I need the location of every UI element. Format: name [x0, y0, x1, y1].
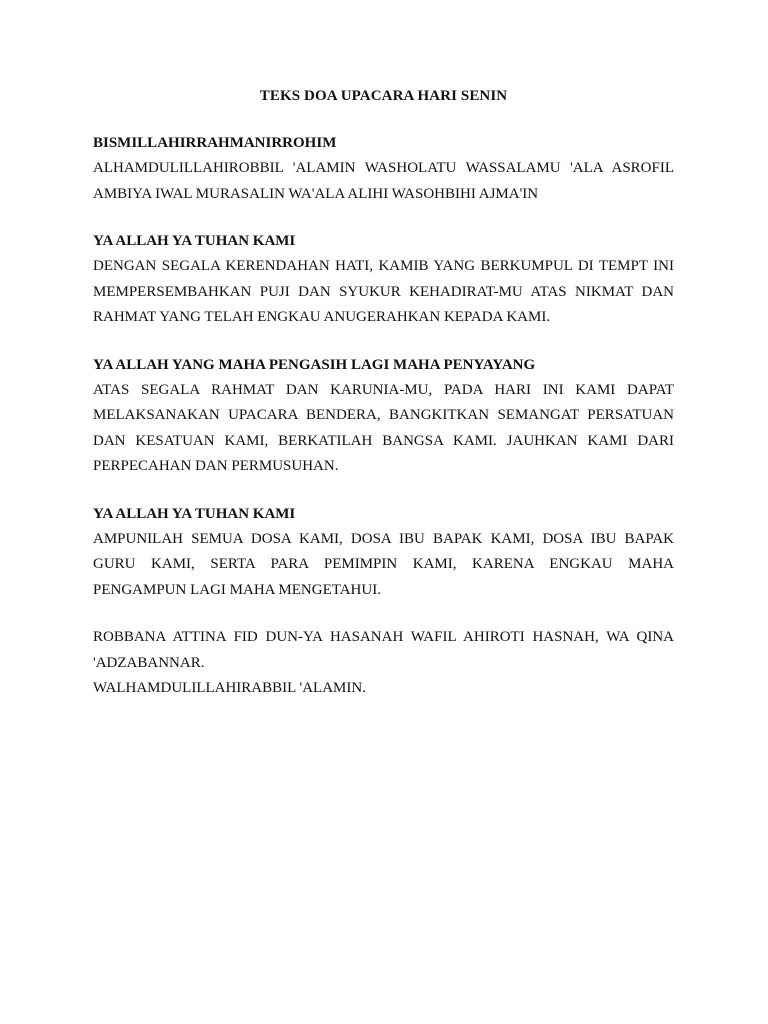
section-heading: BISMILLAHIRRAHMANIRROHIM — [93, 135, 337, 151]
section-heading: YA ALLAH YA TUHAN KAMI — [93, 505, 296, 522]
closing-prayer-block — [93, 625, 674, 702]
section-heading: YA ALLAH YA TUHAN KAMI — [93, 233, 296, 249]
document-page — [93, 84, 674, 702]
section-text: ALHAMDULILLAHIROBBIL 'ALAMIN WASHOLATU WASSALAMU 'ALA ASROFIL AMBIYA IWAL MURASALIN WA'ALA ALIHI WASOHBIHI AJMA'IN — [93, 160, 674, 202]
document-title: TEKS DOA UPACARA HARI SENIN — [259, 88, 508, 104]
section-text: ATAS SEGALA RAHMAT DAN KARUNIA-MU, PADA HARI INI KAMI DAPAT MELAKSANAKAN UPACARA BENDERA, BANGKITKAN SEMANGAT PERSATUAN DAN KESATUAN KAMI, BERKATILAH BANGSA KAMI. JAUHKAN KAMI DARI PERPECAHAN DAN PERMUSUHAN. — [93, 381, 674, 474]
section-heading: YA ALLAH YANG MAHA PENGASIH LAGI MAHA PENYAYANG — [93, 356, 536, 373]
closing-final: WALHAMDULILLAHIRABBIL 'ALAMIN. — [93, 680, 366, 696]
section-text: AMPUNILAH SEMUA DOSA KAMI, DOSA IBU BAPAK KAMI, DOSA IBU BAPAK GURU KAMI, SERTA PARA PEMIMPIN KAMI, KARENA ENGKAU MAHA PENGAMPUN LAGI MAHA MENGETAHUI. — [93, 530, 674, 598]
section-gratitude — [93, 229, 674, 331]
section-text: DENGAN SEGALA KERENDAHAN HATI, KAMIB YANG BERKUMPUL DI TEMPT INI MEMPERSEMBAHKAN PUJI DAN SYUKUR KEHADIRAT-MU ATAS NIKMAT DAN RAHMAT YANG TELAH ENGKAU ANUGERAHKAN KEPADA KAMI. — [93, 258, 674, 325]
closing-prayer: ROBBANA ATTINA FID DUN-YA HASANAH WAFIL AHIROTI HASNAH, WA QINA 'ADZABANNAR. — [93, 629, 674, 671]
section-blessing — [93, 353, 674, 480]
section-opening — [93, 131, 674, 207]
section-forgiveness — [93, 502, 674, 604]
